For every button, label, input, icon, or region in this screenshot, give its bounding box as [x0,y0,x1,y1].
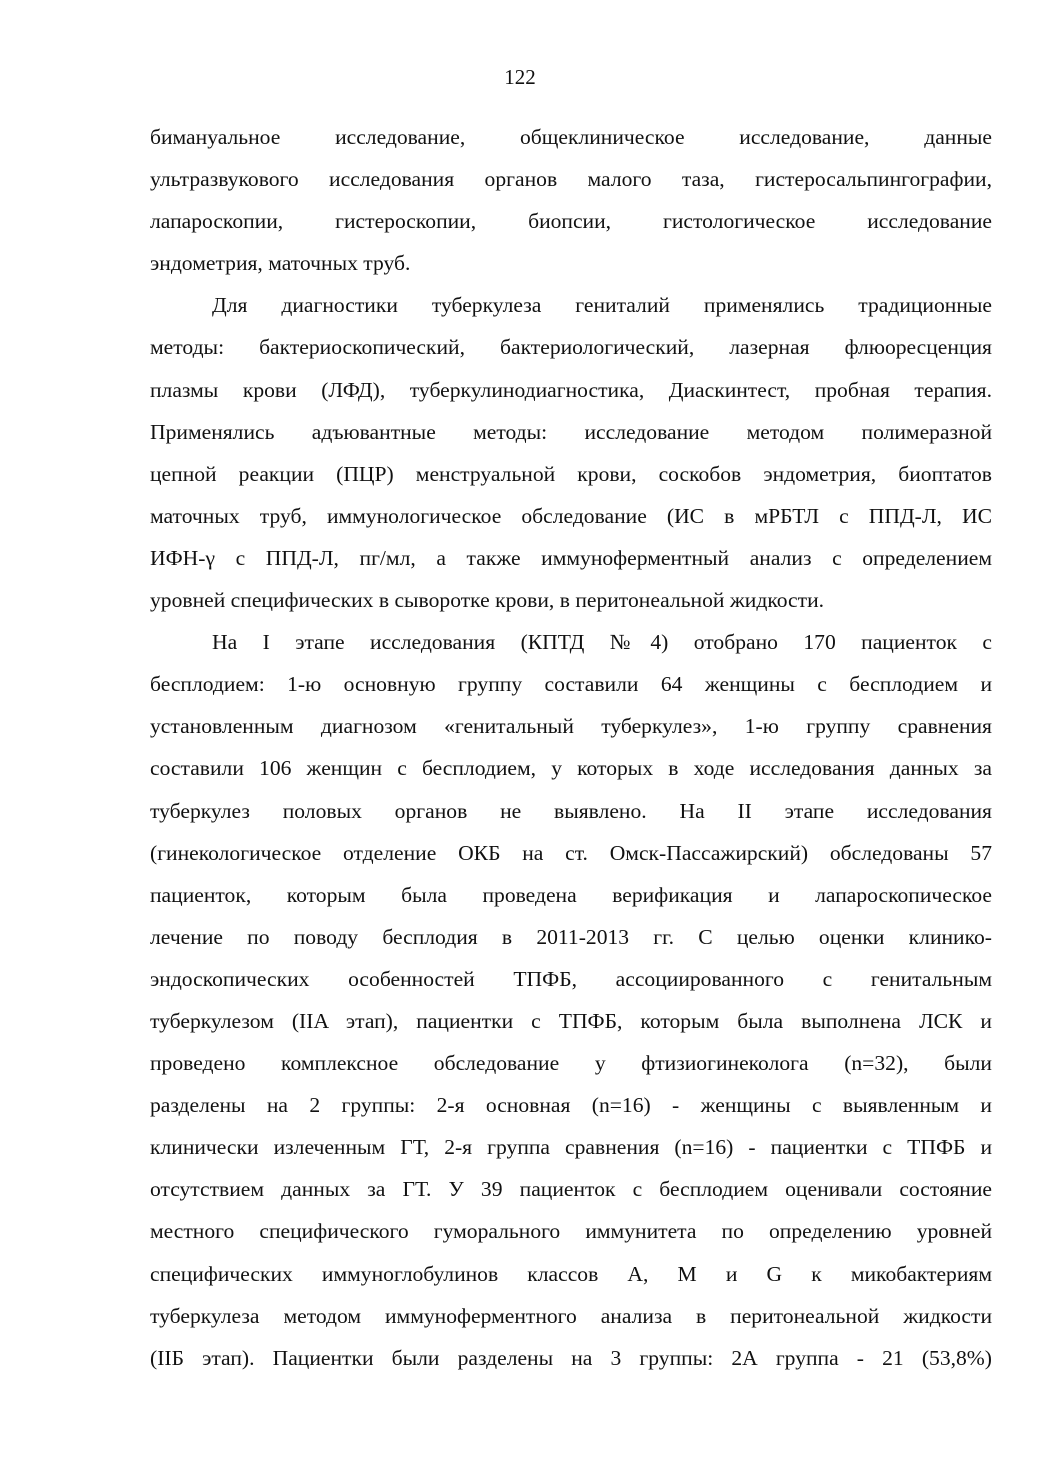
body-text [150,116,992,1379]
text-line: плазмы крови (ЛФД), туберкулинодиагностика, Диаскинтест, пробная терапия. [150,377,992,402]
text-line: (IIБ этап). Пациентки были разделены на 3 группы: 2А группа - 21 (53,8%) [150,1345,992,1370]
text-line: методы: бактериоскопический, бактериологический, лазерная флюоресценция [150,335,992,360]
text-line: туберкулезом (IIA этап), пациентки с ТПФБ, которым была выполнена ЛСК и [150,1008,992,1033]
text-line: На I этапе исследования (КПТД №4) отобрано 170 пациенток с [212,630,992,655]
text-line: клинически излеченным ГТ, 2-я группа сравнения (n=16) - пациентки с ТПФБ и [150,1135,992,1160]
page-number: 122 [504,65,536,89]
text-line: туберкулеза методом иммуноферментного анализа в перитонеальной жидкости [150,1303,992,1328]
text-line: лапароскопии, гистероскопии, биопсии, гистологическое исследование [150,209,992,234]
text-line: разделены на 2 группы: 2-я основная (n=16) - женщины с выявленным и [150,1093,992,1118]
text-line: туберкулез половых органов не выявлено. На II этапе исследования [150,798,992,823]
text-line: маточных труб, иммунологическое обследование (ИС в мРБТЛ с ППД-Л, ИС [150,503,992,528]
text-line: специфических иммуноглобулинов классов А, М и G к микобактериям [150,1261,992,1286]
text-line: пациенток, которым была проведена верификация и лапароскопическое [150,882,992,907]
text-line: Применялись адъювантные методы: исследование методом полимеразной [150,419,992,444]
text-line: ИФН-γ с ППД-Л, пг/мл, а также иммуноферментный анализ с определением [150,545,992,570]
text-line: отсутствием данных за ГТ. У 39 пациенток с бесплодием оценивали состояние [150,1177,992,1202]
text-line: проведено комплексное обследование у фтизиогинеколога (n=32), были [150,1051,992,1076]
paragraph-2 [150,284,992,621]
text-line: местного специфического гуморального иммунитета по определению уровней [150,1219,992,1244]
text-line: составили 106 женщин с бесплодием, у которых в ходе исследования данных за [150,756,992,781]
text-line: установленным диагнозом «генитальный туберкулез», 1-ю группу сравнения [150,714,992,739]
text-line: Для диагностики туберкулеза гениталий применялись традиционные [212,293,992,318]
text-line: бимануальное исследование, общеклиническое исследование, данные [150,125,992,149]
text-line: (гинекологическое отделение ОКБ на ст. Омск-Пассажирский) обследованы 57 [150,840,992,865]
paragraph-1 [150,116,992,284]
text-line: лечение по поводу бесплодия в 2011-2013 гг. С целью оценки клинико- [150,924,992,949]
text-line: эндометрия, маточных труб. [150,251,411,276]
text-line: уровней специфических в сыворотке крови, в перитонеальной жидкости. [150,588,825,613]
text-line: эндоскопических особенностей ТПФБ, ассоциированного с генитальным [150,966,992,991]
paragraph-3 [150,621,992,1379]
text-line: бесплодием: 1-ю основную группу составили 64 женщины с бесплодием и [150,672,992,697]
text-line: ультразвукового исследования органов малого таза, гистеросальпингографии, [150,167,992,192]
text-line: цепной реакции (ПЦР) менструальной крови, соскобов эндометрия, биоптатов [150,461,992,486]
